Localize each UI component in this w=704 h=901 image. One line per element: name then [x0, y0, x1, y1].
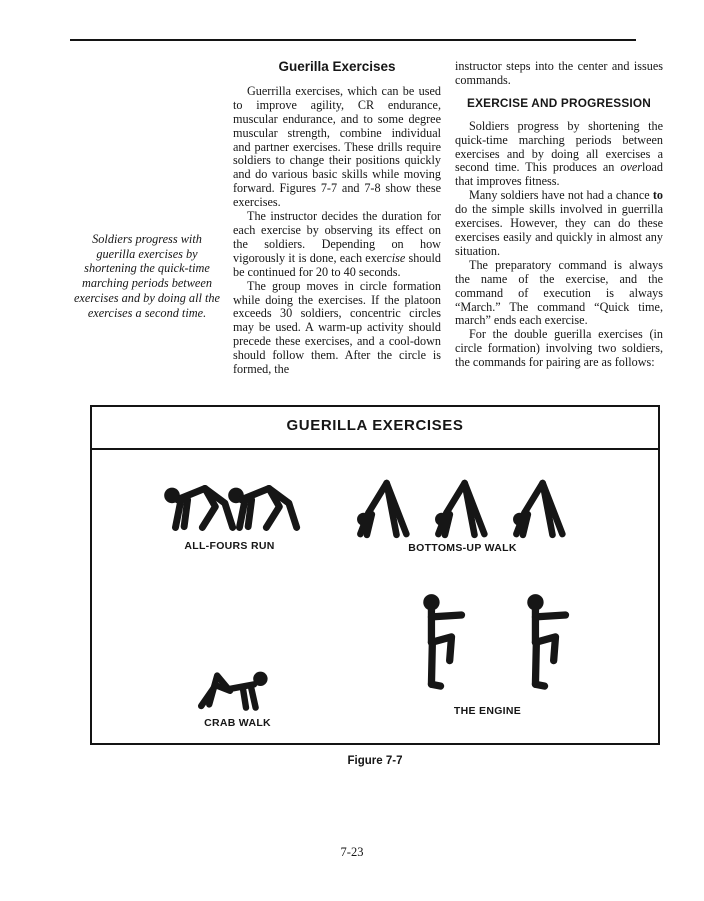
exercise-label: CRAB WALK — [204, 717, 271, 729]
figure-caption: Figure 7-7 — [347, 755, 403, 767]
all-fours-run-figures — [122, 459, 337, 537]
exercise-all-fours-run — [122, 459, 337, 552]
text-run: should be continued for 20 to 40 seconds. — [233, 250, 441, 279]
text-run-bold: to — [652, 188, 663, 203]
text-run: Soldiers progress by shortening the quick-time marching periods between exercises and by doing all exercises a second time. This produces an — [455, 118, 663, 175]
paragraph-2 — [233, 210, 441, 280]
paragraph-1 — [455, 120, 663, 190]
text-run: do the simple skills involved in guerrilla exercises. However, they can do these exercises easily and quickly in almost any situation. — [455, 202, 663, 258]
middle-column — [233, 60, 441, 377]
figure-7-7-box — [90, 405, 660, 745]
crab-walk-icon — [179, 650, 297, 714]
exercise-label: BOTTOMS-UP WALK — [408, 542, 517, 554]
paragraph-3: The preparatory command is always the name of the exercise, and the command of execution is always “March.” The command “Quick time, march” ends each exercise. — [455, 257, 663, 328]
text-run: load that improves fitness. — [455, 160, 663, 189]
section-heading: Guerilla Exercises — [278, 59, 396, 74]
right-column — [455, 60, 663, 370]
exercise-label: THE ENGINE — [453, 705, 522, 717]
top-rule — [70, 39, 636, 41]
text-run: Many soldiers have not had a chance — [469, 188, 653, 203]
text-run-italic: over — [620, 160, 643, 175]
text-run: The instructor decides the duration for each exercise by observing its effect on the soldiers. Depending on how vigorously it is done, each exer — [233, 209, 441, 265]
pull-quote: Soldiers progress with guerilla exercises by shortening the quick-time marching periods between exercises and by doing all the exercises a second time. — [73, 232, 221, 320]
page-number: 7-23 — [340, 845, 364, 859]
figure-title-rule — [92, 448, 658, 450]
continuation-paragraph: instructor steps into the center and issues commands. — [455, 59, 663, 87]
bottoms-up-walk-icon — [495, 465, 587, 539]
crab-walk-figures — [150, 650, 325, 714]
the-engine-icon — [395, 590, 477, 702]
paragraph-4: For the double guerilla exercises (in circle formation) involving two soldiers, the commands for pairing are as follows: — [455, 327, 663, 370]
exercise-bottoms-up-walk — [320, 465, 605, 554]
figure-title: GUERILLA EXERCISES — [286, 417, 464, 434]
paragraph-1: Guerrilla exercises, which can be used to improve agility, CR endurance, muscular endurance, and to some degree muscular strength, combine individual and partner exercises. These drills require soldiers to change their positions quickly and do various basic skills while moving forward. Figures 7-7 and 7-8 show these exercises. — [233, 83, 441, 210]
text-run-italic: cise — [386, 250, 406, 265]
exercise-label: ALL-FOURS RUN — [184, 540, 275, 552]
paragraph-2 — [455, 189, 663, 259]
all-fours-run-icon — [214, 459, 310, 537]
exercise-the-engine — [385, 590, 590, 717]
the-engine-icon — [499, 590, 581, 702]
paragraph-3: The group moves in circle formation while doing the exercises. If the platoon exceeds 30 soldiers, concentric circles may be used. A warm-up activity should precede these exercises, and a cool-down should follow them. After the circle is formed, the — [233, 278, 441, 377]
bottoms-up-walk-figures — [320, 465, 605, 539]
subsection-heading: EXERCISE AND PROGRESSION — [467, 95, 651, 110]
the-engine-figures — [385, 590, 590, 702]
exercise-crab-walk — [150, 650, 325, 729]
